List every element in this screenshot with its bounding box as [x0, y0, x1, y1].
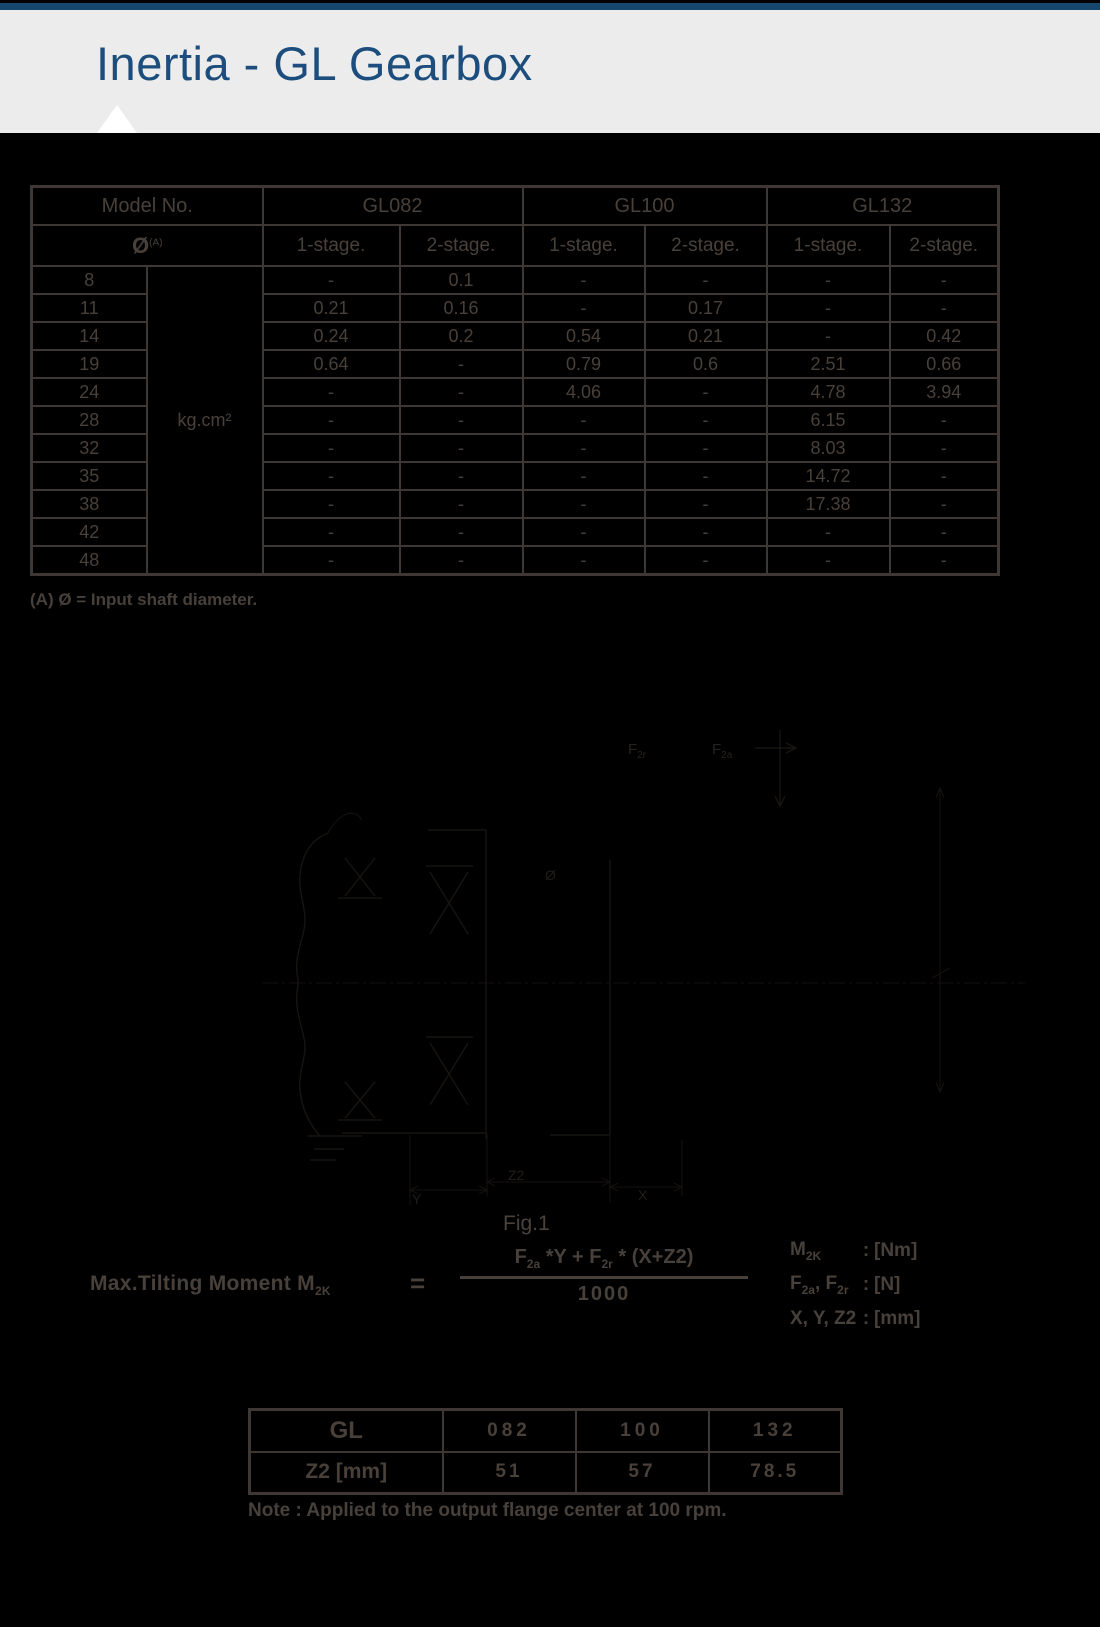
formula-denominator: 1000: [577, 1283, 631, 1305]
inertia-value-cell: 0.54: [523, 322, 645, 350]
inertia-value-cell: -: [890, 518, 999, 546]
inertia-value-cell: 0.21: [263, 294, 400, 322]
inertia-value-cell: -: [400, 406, 523, 434]
diameter-cell: 48: [32, 546, 147, 575]
inertia-value-cell: -: [400, 546, 523, 575]
inertia-value-cell: -: [890, 490, 999, 518]
inertia-value-cell: 0.6: [645, 350, 767, 378]
inertia-value-cell: -: [767, 546, 890, 575]
z2-value-cell: 78.5: [709, 1452, 842, 1494]
legend-row-xyz: X, Y, Z2 : [mm]: [790, 1308, 921, 1329]
inertia-value-cell: 6.15: [767, 406, 890, 434]
inertia-value-cell: -: [645, 434, 767, 462]
model-header: GL132: [767, 187, 999, 226]
inertia-value-cell: 0.21: [645, 322, 767, 350]
diameter-cell: 28: [32, 406, 147, 434]
formula-fraction: [452, 1246, 756, 1306]
diameter-cell: 38: [32, 490, 147, 518]
f2a-force-label: $F_{2a}$: [712, 741, 733, 761]
inertia-value-cell: -: [263, 266, 400, 294]
inertia-value-cell: 0.42: [890, 322, 999, 350]
inertia-value-cell: -: [890, 294, 999, 322]
stage-header-row: [32, 225, 999, 266]
diameter-header: [32, 225, 263, 266]
inertia-value-cell: -: [645, 546, 767, 575]
inertia-value-cell: 0.24: [263, 322, 400, 350]
diameter-cell: 19: [32, 350, 147, 378]
formula-title: Max.Tilting Moment $M_{2K}$: [90, 1272, 331, 1299]
inertia-value-cell: 0.2: [400, 322, 523, 350]
model-header-row: [32, 187, 999, 226]
diameter-cell: 8: [32, 266, 147, 294]
inertia-value-cell: -: [523, 518, 645, 546]
diameter-cell: 35: [32, 462, 147, 490]
inertia-value-cell: -: [523, 462, 645, 490]
fraction-bar: [460, 1276, 748, 1279]
inertia-value-cell: -: [523, 406, 645, 434]
dim-y-label: Y: [412, 1191, 422, 1207]
diameter-cell: 32: [32, 434, 147, 462]
inertia-value-cell: -: [263, 434, 400, 462]
model-no-header: Model No.: [32, 187, 263, 226]
table-row: [32, 266, 999, 294]
inertia-value-cell: 0.16: [400, 294, 523, 322]
z2-value-cell: 51: [443, 1452, 576, 1494]
gearbox-drawing: [250, 690, 1050, 1250]
inertia-value-cell: 0.64: [263, 350, 400, 378]
stage-header: 2-stage.: [645, 225, 767, 266]
inertia-value-cell: -: [523, 266, 645, 294]
z2-value-cell: 57: [576, 1452, 709, 1494]
inertia-value-cell: -: [263, 378, 400, 406]
inertia-value-cell: -: [645, 518, 767, 546]
stage-header: 1-stage.: [263, 225, 400, 266]
inertia-value-cell: 17.38: [767, 490, 890, 518]
dim-z2-label: Z2: [508, 1167, 525, 1183]
inertia-value-cell: 4.06: [523, 378, 645, 406]
figure-caption: Fig.1: [503, 1212, 550, 1235]
inertia-value-cell: 2.51: [767, 350, 890, 378]
inertia-value-cell: 0.79: [523, 350, 645, 378]
formula-numerator: $F_{2a}$ $*Y + F_{2r} * (X+Z2)$: [514, 1246, 694, 1271]
diameter-cell: 24: [32, 378, 147, 406]
inertia-value-cell: -: [523, 434, 645, 462]
inertia-value-cell: -: [400, 378, 523, 406]
stage-header: 1-stage.: [523, 225, 645, 266]
stage-header: 2-stage.: [400, 225, 523, 266]
inertia-table-body: [32, 266, 999, 575]
inertia-value-cell: -: [400, 434, 523, 462]
inertia-value-cell: -: [263, 406, 400, 434]
f2r-force-label: $F_{2r}$: [628, 741, 647, 761]
z2-column-header: 100: [576, 1410, 709, 1452]
inertia-value-cell: -: [400, 462, 523, 490]
inertia-value-cell: -: [767, 266, 890, 294]
legend-row-f: $F_{2a}$, $F_{2r}$ : [N]: [790, 1273, 901, 1297]
top-accent-bar: [0, 3, 1100, 10]
inertia-value-cell: -: [890, 406, 999, 434]
legend-row-m: $M_{2K}$ : [Nm]: [790, 1239, 918, 1263]
inertia-value-cell: -: [890, 434, 999, 462]
inertia-value-cell: -: [523, 546, 645, 575]
inertia-value-cell: -: [645, 406, 767, 434]
model-header: GL082: [263, 187, 523, 226]
diameter-cell: 14: [32, 322, 147, 350]
inertia-value-cell: 0.66: [890, 350, 999, 378]
diameter-cell: 11: [32, 294, 147, 322]
inertia-value-cell: 4.78: [767, 378, 890, 406]
model-header: GL100: [523, 187, 767, 226]
inertia-value-cell: -: [890, 462, 999, 490]
stage-header: 2-stage.: [890, 225, 999, 266]
inertia-value-cell: -: [263, 518, 400, 546]
z2-value-row: [250, 1452, 842, 1494]
inertia-value-cell: 8.03: [767, 434, 890, 462]
inertia-value-cell: -: [645, 462, 767, 490]
z2-column-header: 132: [709, 1410, 842, 1452]
inertia-value-cell: -: [400, 350, 523, 378]
unit-cell: kg.cm²: [147, 266, 263, 575]
inertia-value-cell: -: [263, 490, 400, 518]
inertia-value-cell: 0.1: [400, 266, 523, 294]
inertia-value-cell: -: [890, 266, 999, 294]
inertia-value-cell: -: [645, 378, 767, 406]
diameter-mark: Ø: [545, 867, 556, 883]
table-footnote: (A) Ø = Input shaft diameter.: [30, 590, 258, 609]
inertia-value-cell: 0.17: [645, 294, 767, 322]
inertia-value-cell: 14.72: [767, 462, 890, 490]
inertia-value-cell: 3.94: [890, 378, 999, 406]
z2-note: Note : Applied to the output flange center at 100 rpm.: [248, 1500, 727, 1521]
diameter-cell: 42: [32, 518, 147, 546]
diameter-footnote-mark: (A): [149, 237, 163, 249]
equals-sign: =: [410, 1268, 426, 1298]
z2-header-row: [250, 1410, 842, 1452]
dim-x-label: X: [638, 1187, 648, 1203]
triangle-notch-icon: [97, 105, 137, 133]
diameter-symbol: Ø: [132, 232, 150, 258]
inertia-value-cell: -: [767, 518, 890, 546]
inertia-value-cell: -: [523, 294, 645, 322]
inertia-value-cell: -: [645, 490, 767, 518]
stage-header: 1-stage.: [767, 225, 890, 266]
inertia-table: [30, 185, 1000, 576]
z2-table: [248, 1408, 843, 1495]
gl-header: GL: [250, 1410, 443, 1452]
inertia-value-cell: -: [890, 546, 999, 575]
inertia-value-cell: -: [263, 546, 400, 575]
z2-row-label: Z2 [mm]: [250, 1452, 443, 1494]
page-title: Inertia - GL Gearbox: [96, 37, 533, 90]
inertia-value-cell: -: [767, 294, 890, 322]
inertia-value-cell: -: [523, 490, 645, 518]
inertia-value-cell: -: [263, 462, 400, 490]
inertia-value-cell: -: [645, 266, 767, 294]
inertia-value-cell: -: [400, 518, 523, 546]
formula-legend: [790, 1234, 920, 1336]
z2-column-header: 082: [443, 1410, 576, 1452]
inertia-value-cell: -: [400, 490, 523, 518]
inertia-value-cell: -: [767, 322, 890, 350]
